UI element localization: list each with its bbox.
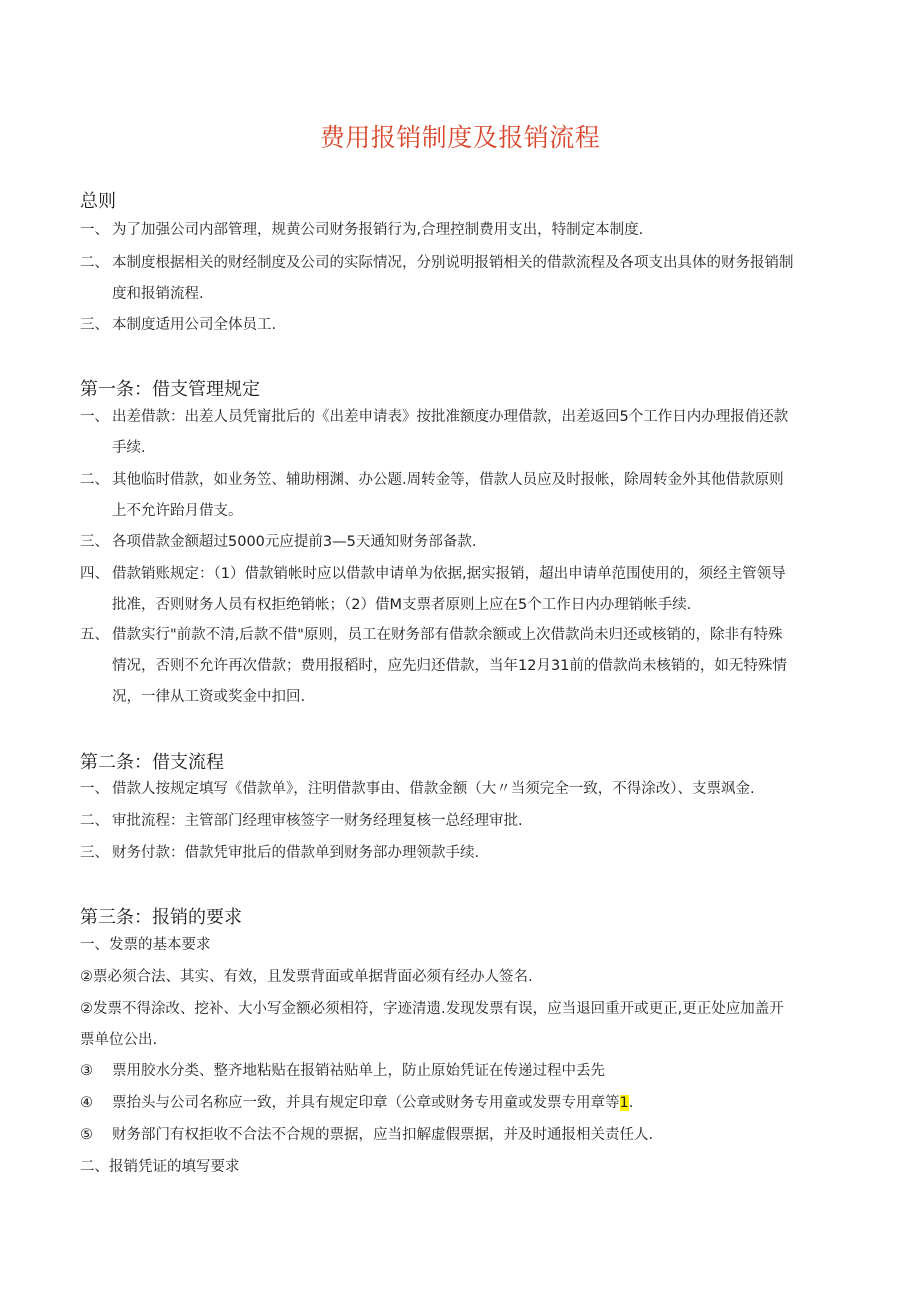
art2-item-3 <box>80 838 850 869</box>
item-text-cont: 度和报销流程. <box>112 286 204 302</box>
item-text-cont: 票单位公出. <box>80 1032 158 1048</box>
art1-item-3 <box>80 527 850 558</box>
item-number: 二、 <box>80 813 109 829</box>
item-text: 为了加强公司内部管理，规黄公司财务报销行为,合理控制费用支出，特制定本制度. <box>112 222 644 238</box>
item-text: 财务部门有权拒收不合法不合规的票据，应当扣解虚假票据，并及时通报相关责任人. <box>112 1127 654 1143</box>
item-text: ②发票不得涂改、挖补、大小写金额必须相符，字迹清遗.发现发票有误，应当退回重开或更正,更正处应加盖开 <box>80 1001 784 1017</box>
art2-item-1 <box>80 774 850 805</box>
item-text: 本制度适用公司全体员工. <box>112 317 277 333</box>
item-number: 一、 <box>80 222 109 238</box>
general-item-1 <box>80 215 850 246</box>
general-item-3 <box>80 310 850 341</box>
item-number: 一、 <box>80 409 109 425</box>
item-text-end: . <box>628 1095 634 1111</box>
art3-req-4 <box>80 1088 850 1119</box>
art1-item-4 <box>80 559 850 621</box>
heading-article-2: 第二条：借支流程 <box>80 752 224 773</box>
heading-article-3: 第三条：报销的要求 <box>80 907 242 928</box>
item-number: ③ <box>80 1063 93 1079</box>
general-item-2 <box>80 248 850 310</box>
item-text-cont: 上不允许跆月借支。 <box>112 503 243 519</box>
item-text-cont: 批准，否则财务人员有权拒绝销帐；（2）借M支票者原则上应在5个工作日内办理销帐手续. <box>112 597 692 613</box>
item-number: 二、 <box>80 472 109 488</box>
item-text: 出差借款：出差人员凭甯批后的《出差申请表》按批准额度办理借款，出差返回5个工作日内办理报俏还款 <box>112 409 789 425</box>
item-text: 借款人按规定填写《借款单》，注明借款事由、借款金额（大〃当须完全一致，不得涂改）、支票飒金. <box>112 781 755 797</box>
art3-req-2 <box>80 994 850 1056</box>
art3-req-5 <box>80 1120 850 1151</box>
item-text: 本制度根据相关的财经制度及公司的实际情况，分别说明报销相关的借款流程及各项支出具体的财务报销制 <box>112 255 794 271</box>
item-text: 各项借款金额超过5000元应提前3—5天通知财务部备款. <box>112 534 477 550</box>
art3-subheading-1: 一、发票的基本要求 <box>80 937 211 953</box>
item-text: 票用胶水分类、整齐地粘贴在报销祜贴单上，防止原始凭证在传递过程中丢先 <box>112 1063 605 1079</box>
art3-req-3 <box>80 1056 850 1087</box>
heading-article-1: 第一条：借支管理规定 <box>80 379 260 400</box>
item-text: 其他临时借款，如业务笠、辅助栩渊、办公题.周转金等，借款人员应及时报帐，除周转金外其他借款原则 <box>112 472 784 488</box>
item-number: 二、 <box>80 255 109 271</box>
art1-item-2 <box>80 465 850 527</box>
item-text: 借款实行"前款不清,后款不借"原则，员工在财务部有借款余额或上次借款尚未归还或核销的，除非有特殊 <box>112 627 783 643</box>
art3-subheading-2: 二、报销凭证的填写要求 <box>80 1159 240 1175</box>
highlight-mark: 1 <box>619 1095 629 1111</box>
item-number: ⑤ <box>80 1127 93 1143</box>
item-text: 借款销账规定：（1）借款销帐时应以借款申请单为依据,据实报销，超出申请单范围使用的，须经主管领导 <box>112 566 786 582</box>
art3-req-1: ②票必须合法、其实、有效，且发票背面或单据背面必须有经办人签名. <box>80 969 533 985</box>
heading-general: 总则 <box>80 191 116 212</box>
document-title: 费用报销制度及报销流程 <box>319 123 601 152</box>
item-text: 财务付款：借款凭审批后的借款单到财务部办理领款手续. <box>112 845 480 861</box>
item-text-cont: 手续. <box>112 440 146 456</box>
item-number: ④ <box>80 1095 93 1111</box>
art1-item-1 <box>80 402 850 464</box>
item-number: 一、 <box>80 781 109 797</box>
item-text-cont: 况，一律从工资或奖金中扣回. <box>112 689 306 705</box>
item-number: 三、 <box>80 845 109 861</box>
item-text: 审批流程：主管部门经理审核签字一财务经理复核一总经理审批. <box>112 813 523 829</box>
item-number: 三、 <box>80 317 109 333</box>
art2-item-2 <box>80 806 850 837</box>
item-text-cont: 情况，否则不允许再次借款；费用报稻时，应先归还借款，当年12月31前的借款尚未核销的，如无特殊情 <box>112 658 787 674</box>
art1-item-5 <box>80 620 850 713</box>
item-number: 四、 <box>80 566 109 582</box>
item-number: 五、 <box>80 627 109 643</box>
item-number: 三、 <box>80 534 109 550</box>
item-text: 票抬头与公司名称应一致，并具有规定印章（公章或财务专用童或发票专用章等 <box>112 1095 620 1111</box>
